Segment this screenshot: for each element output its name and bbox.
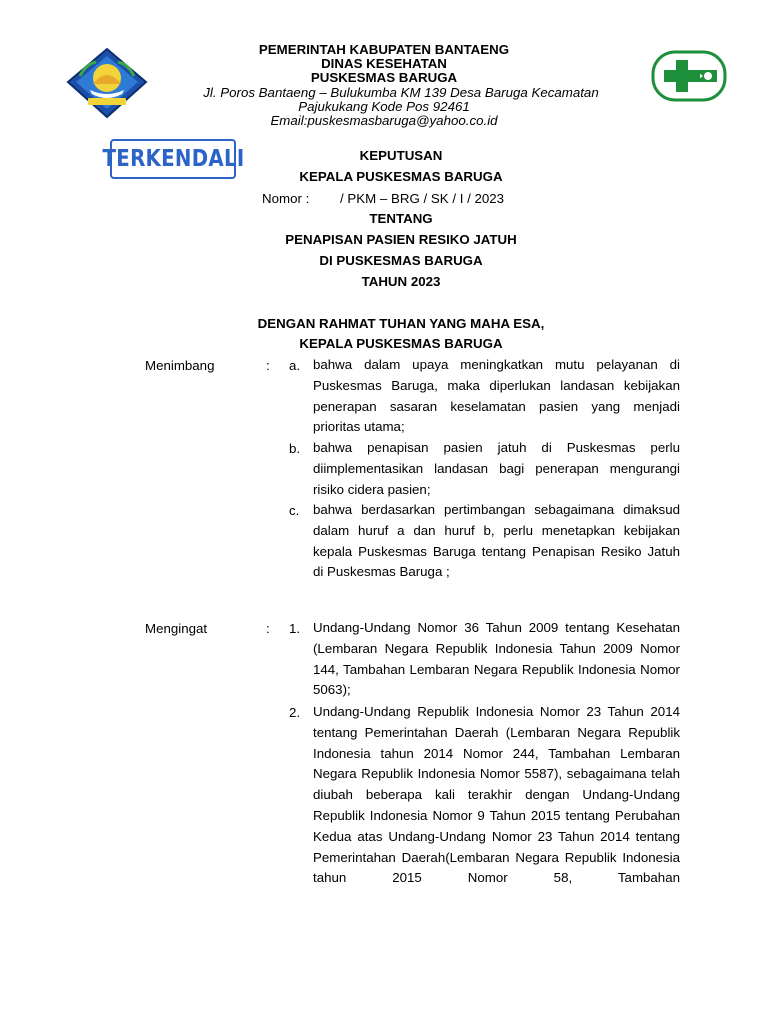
header-puskesmas: PUSKESMAS BARUGA (310, 70, 458, 85)
decree-subject-line-1: PENAPISAN PASIEN RESIKO JATUH (285, 232, 517, 247)
menimbang-marker-c: c. (289, 503, 300, 518)
header-agency: DINAS KESEHATAN (321, 56, 447, 71)
decree-issuer: KEPALA PUSKESMAS BARUGA (299, 169, 503, 184)
header-address-line-1: Jl. Poros Bantaeng – Bulukumba KM 139 Desa Baruga Kecamatan (203, 85, 599, 100)
menimbang-marker-b: b. (289, 441, 301, 456)
header-email: Email:puskesmasbaruga@yahoo.co.id (270, 113, 498, 128)
decree-number-value: / PKM – BRG / SK / I / 2023 (340, 191, 505, 206)
invocation: DENGAN RAHMAT TUHAN YANG MAHA ESA, (257, 316, 545, 331)
decree-subject-line-2: DI PUSKESMAS BARUGA (319, 253, 483, 268)
menimbang-item-b-text: bahwa penapisan pasien jatuh di Puskesmas perlu diimplementasikan landasan bagi penerapan mengurangi risiko cidera pasien; (313, 440, 680, 497)
decree-heading: KEPUTUSAN (359, 148, 443, 163)
mengingat-item-2-text: Undang-Undang Republik Indonesia Nomor 23 Tahun 2014 tentang Pemerintahan Daerah (Lembaran Negara Republik Indonesia tahun 2014 Nomor 244, Tambahan Lembaran Negara Republik Indonesia Nomor 5587), sebagaimana telah diubah beberapa kali terakhir dengan Undang-Undang Republik Indonesia Nomor 9 Tahun 2015 tentang Perubahan Kedua atas Undang-Undang Nomor 23 Tahun 2014 tentang Pemerintahan Daerah(Lembaran Negara Republik Indonesia tahun 2015 Nomor 58, Tambahan (313, 704, 680, 886)
decree-number-label: Nomor : (262, 191, 310, 206)
mengingat-marker-1: 1. (289, 621, 301, 636)
mengingat-label: Mengingat (145, 621, 208, 636)
menimbang-item-a-text: bahwa dalam upaya meningkatkan mutu pelayanan di Puskesmas Baruga, maka diperlukan landasan kebijakan penerapan sasaran keselamatan pasien yang menjadi prioritas utama; (313, 357, 680, 435)
menimbang-label: Menimbang (145, 358, 215, 373)
invocation-issuer: KEPALA PUSKESMAS BARUGA (299, 336, 503, 351)
menimbang-marker-a: a. (289, 358, 301, 373)
menimbang-colon: : (266, 358, 270, 373)
mengingat-colon: : (266, 621, 270, 636)
header-address-line-2: Pajukukang Kode Pos 92461 (298, 99, 470, 114)
menimbang-item-c (313, 500, 680, 583)
header-government: PEMERINTAH KABUPATEN BANTAENG (258, 42, 510, 57)
mengingat-marker-2: 2. (289, 705, 301, 720)
decree-year: TAHUN 2023 (361, 274, 441, 289)
menimbang-item-a (313, 355, 680, 438)
mengingat-item-1 (313, 618, 680, 701)
mengingat-item-2 (313, 702, 680, 889)
menimbang-item-b (313, 438, 680, 500)
decree-about: TENTANG (369, 211, 433, 226)
mengingat-item-1-text: Undang-Undang Nomor 36 Tahun 2009 tentang Kesehatan (Lembaran Negara Republik Indonesia Tahun 2009 Nomor 144, Tambahan Lembaran Negara Republik Indonesia Nomor 5063); (313, 620, 680, 698)
stamp-label: TERKENDALI (102, 146, 244, 172)
menimbang-item-c-text: bahwa berdasarkan pertimbangan sebagaimana dimaksud dalam huruf a dan huruf b, perlu menetapkan kebijakan kepala Puskesmas Baruga tentang Penapisan Resiko Jatuh di Puskesmas Baruga ; (313, 502, 680, 580)
